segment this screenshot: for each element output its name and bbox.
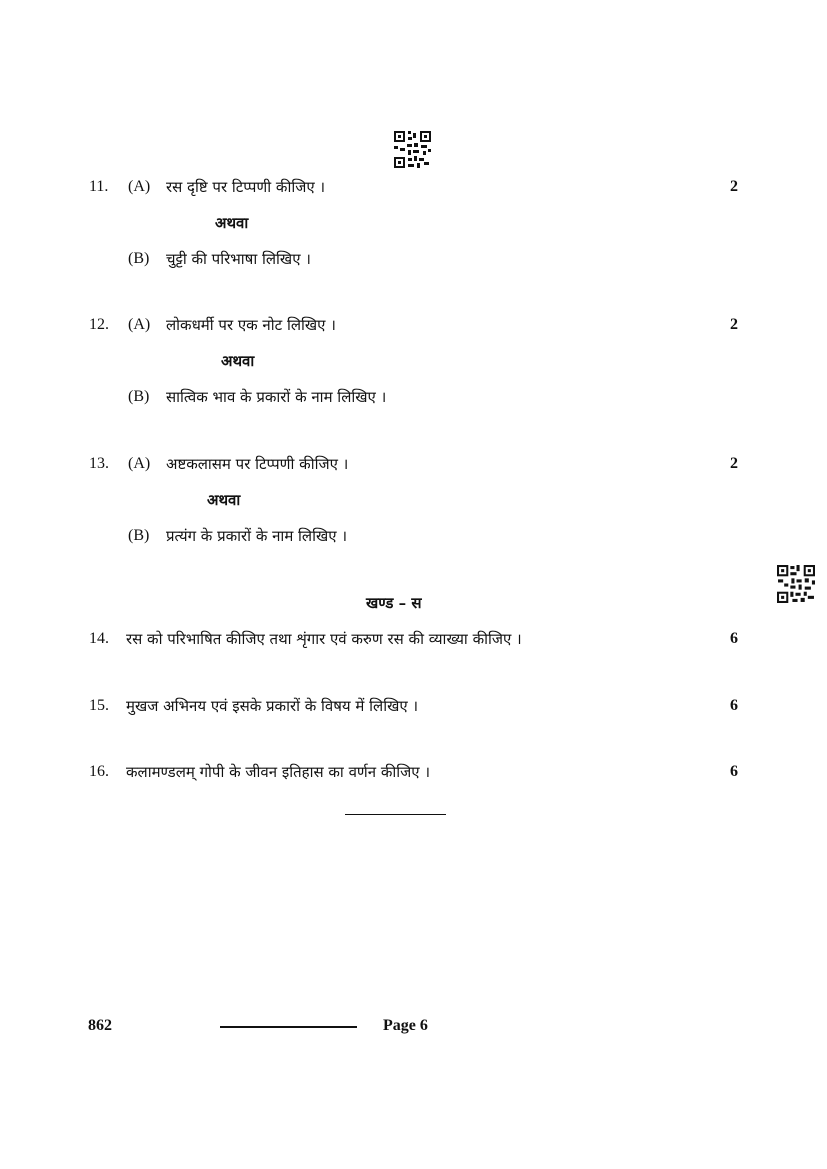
question-text: लोकधर्मी पर एक नोट लिखिए । bbox=[166, 316, 336, 334]
option-label: (A) bbox=[128, 178, 151, 195]
question-marks: 6 bbox=[730, 697, 738, 714]
footer-rule bbox=[220, 1026, 357, 1028]
question-text: रस दृष्टि पर टिप्पणी कीजिए । bbox=[166, 178, 326, 196]
question-text: मुखज अभिनय एवं इसके प्रकारों के विषय में लिखिए । bbox=[126, 697, 419, 715]
option-label: (A) bbox=[128, 455, 151, 472]
or-label: अथवा bbox=[207, 491, 241, 509]
question-text: अष्टकलासम पर टिप्पणी कीजिए । bbox=[166, 455, 349, 473]
or-label: अथवा bbox=[215, 214, 249, 232]
end-rule bbox=[345, 814, 446, 815]
or-label: अथवा bbox=[221, 352, 255, 370]
question-text: चुट्टी की परिभाषा लिखिए । bbox=[166, 250, 311, 268]
option-label: (A) bbox=[128, 316, 151, 333]
question-number: 11. bbox=[89, 178, 109, 195]
question-number: 13. bbox=[89, 455, 109, 472]
option-label: (B) bbox=[128, 388, 150, 405]
question-marks: 6 bbox=[730, 630, 738, 647]
option-label: (B) bbox=[128, 250, 150, 267]
option-label: (B) bbox=[128, 527, 150, 544]
question-number: 16. bbox=[89, 763, 109, 780]
question-text: प्रत्यंग के प्रकारों के नाम लिखिए । bbox=[166, 527, 348, 545]
question-text: रस को परिभाषित कीजिए तथा शृंगार एवं करुण रस की व्याख्या कीजिए । bbox=[126, 630, 522, 648]
page-number: Page 6 bbox=[383, 1017, 428, 1034]
question-number: 15. bbox=[89, 697, 109, 714]
question-text: सात्विक भाव के प्रकारों के नाम लिखिए । bbox=[166, 388, 387, 406]
question-number: 12. bbox=[89, 316, 109, 333]
qr-code-side bbox=[777, 565, 815, 603]
question-marks: 2 bbox=[730, 178, 738, 195]
question-text: कलामण्डलम् गोपी के जीवन इतिहास का वर्णन कीजिए । bbox=[126, 763, 431, 781]
question-marks: 2 bbox=[730, 316, 738, 333]
question-marks: 6 bbox=[730, 763, 738, 780]
qr-code-top bbox=[394, 131, 431, 168]
question-marks: 2 bbox=[730, 455, 738, 472]
question-number: 14. bbox=[89, 630, 109, 647]
section-title: खण्ड – स bbox=[366, 594, 422, 612]
paper-code: 862 bbox=[88, 1017, 112, 1034]
